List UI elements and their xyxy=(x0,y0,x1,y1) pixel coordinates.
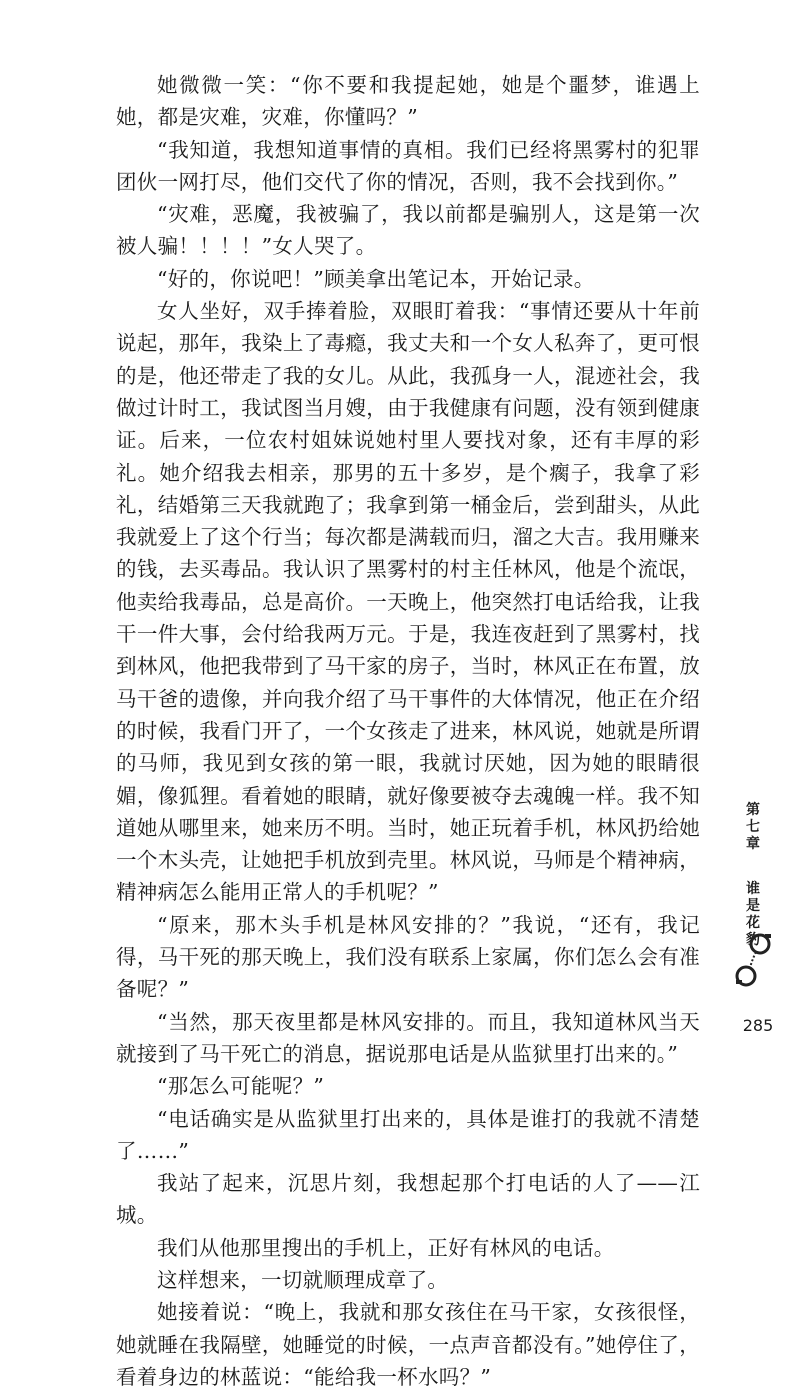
chapter-title-char: 豹 xyxy=(746,932,760,948)
paragraph: “那怎么可能呢？” xyxy=(157,1074,325,1099)
chapter-title-char: 花 xyxy=(746,915,760,931)
paragraph: “灾难，恶魔，我被骗了，我以前都是骗别人，这是第一次被人骗！！！！”女人哭了。 xyxy=(116,202,700,259)
tab-spacer xyxy=(738,853,768,881)
paragraph: “电话确实是从监狱里打出来的，具体是谁打的我就不清楚了……” xyxy=(116,1106,700,1163)
page-number: 285 xyxy=(742,1016,774,1035)
paragraph: “当然，那天夜里都是林风安排的。而且，我知道林风当天就接到了马干死亡的消息，据说那电话是从监狱里打出来的。” xyxy=(116,1009,700,1066)
chapter-title-char: 是 xyxy=(746,898,760,914)
paragraph: “好的，你说吧！”顾美拿出笔记本，开始记录。 xyxy=(157,266,595,291)
paragraph: 我们从他那里搜出的手机上，正好有林风的电话。 xyxy=(157,1235,615,1260)
paragraph: “我知道，我想知道事情的真相。我们已经将黑雾村的犯罪团伙一网打尽，他们交代了你的情况，否则，我不会找到你。” xyxy=(116,137,700,194)
handcuffs-icon xyxy=(732,930,780,992)
chapter-title-char: 谁 xyxy=(746,881,760,897)
chapter-number-char: 章 xyxy=(746,836,760,852)
paragraph: “原来，那木头手机是林风安排的？”我说，“还有，我记得，马干死的那天晚上，我们没有联系上家属，你们怎么会有准备呢？” xyxy=(116,912,700,1002)
chapter-number-char: 七 xyxy=(746,819,760,835)
paragraph: 她接着说：“晚上，我就和那女孩住在马干家，女孩很怪，她就睡在我隔壁，她睡觉的时候，一点声音都没有。”她停住了，看着身边的林蓝说：“能给我一杯水吗？” xyxy=(116,1300,700,1389)
paragraph: 她微微一笑：“你不要和我提起她，她是个噩梦，谁遇上她，都是灾难，灾难，你懂吗？” xyxy=(116,73,700,130)
paragraph: 我站了起来，沉思片刻，我想起那个打电话的人了——江城。 xyxy=(116,1171,700,1228)
paragraph: 这样想来，一切就顺理成章了。 xyxy=(157,1267,449,1292)
chapter-side-tab xyxy=(738,802,768,949)
paragraph: 女人坐好，双手捧着脸，双眼盯着我：“事情还要从十年前说起，那年，我染上了毒瘾，我丈夫和一个女人私奔了，更可恨的是，他还带走了我的女儿。从此，我孤身一人，混迹社会，我做过计时工，我试图当月嫂，由于我健康有问题，没有领到健康证。后来，一位农村姐妹说她村里人要找对象，还有丰厚的彩礼。她介绍我去相亲，那男的五十多岁，是个瘸子，我拿了彩礼，结婚第三天我就跑了；我拿到第一桶金后，尝到甜头，从此我就爱上了这个行当；每次都是满载而归，溜之大吉。我用赚来的钱，去买毒品。我认识了黑雾村的村主任林风，他是个流氓，他卖给我毒品，总是高价。一天晚上，他突然打电话给我，让我干一件大事，会付给我两万元。于是，我连夜赶到了黑雾村，找到林风，他把我带到了马干家的房子，当时，林风正在布置，放马干爸的遗像，并向我介绍了马干事件的大体情况，他正在介绍的时候，我看门开了，一个女孩走了进来，林风说，她就是所谓的马师，我见到女孩的第一眼，我就讨厌她，因为她的眼睛很媚，像狐狸。看着她的眼睛，就好像要被夺去魂魄一样。我不知道她从哪里来，她来历不明。当时，她正玩着手机，林风扔给她一个木头壳，让她把手机放到壳里。林风说，马师是个精神病，精神病怎么能用正常人的手机呢？” xyxy=(116,299,700,905)
body-text xyxy=(116,69,700,1393)
chapter-number-char: 第 xyxy=(746,802,760,818)
